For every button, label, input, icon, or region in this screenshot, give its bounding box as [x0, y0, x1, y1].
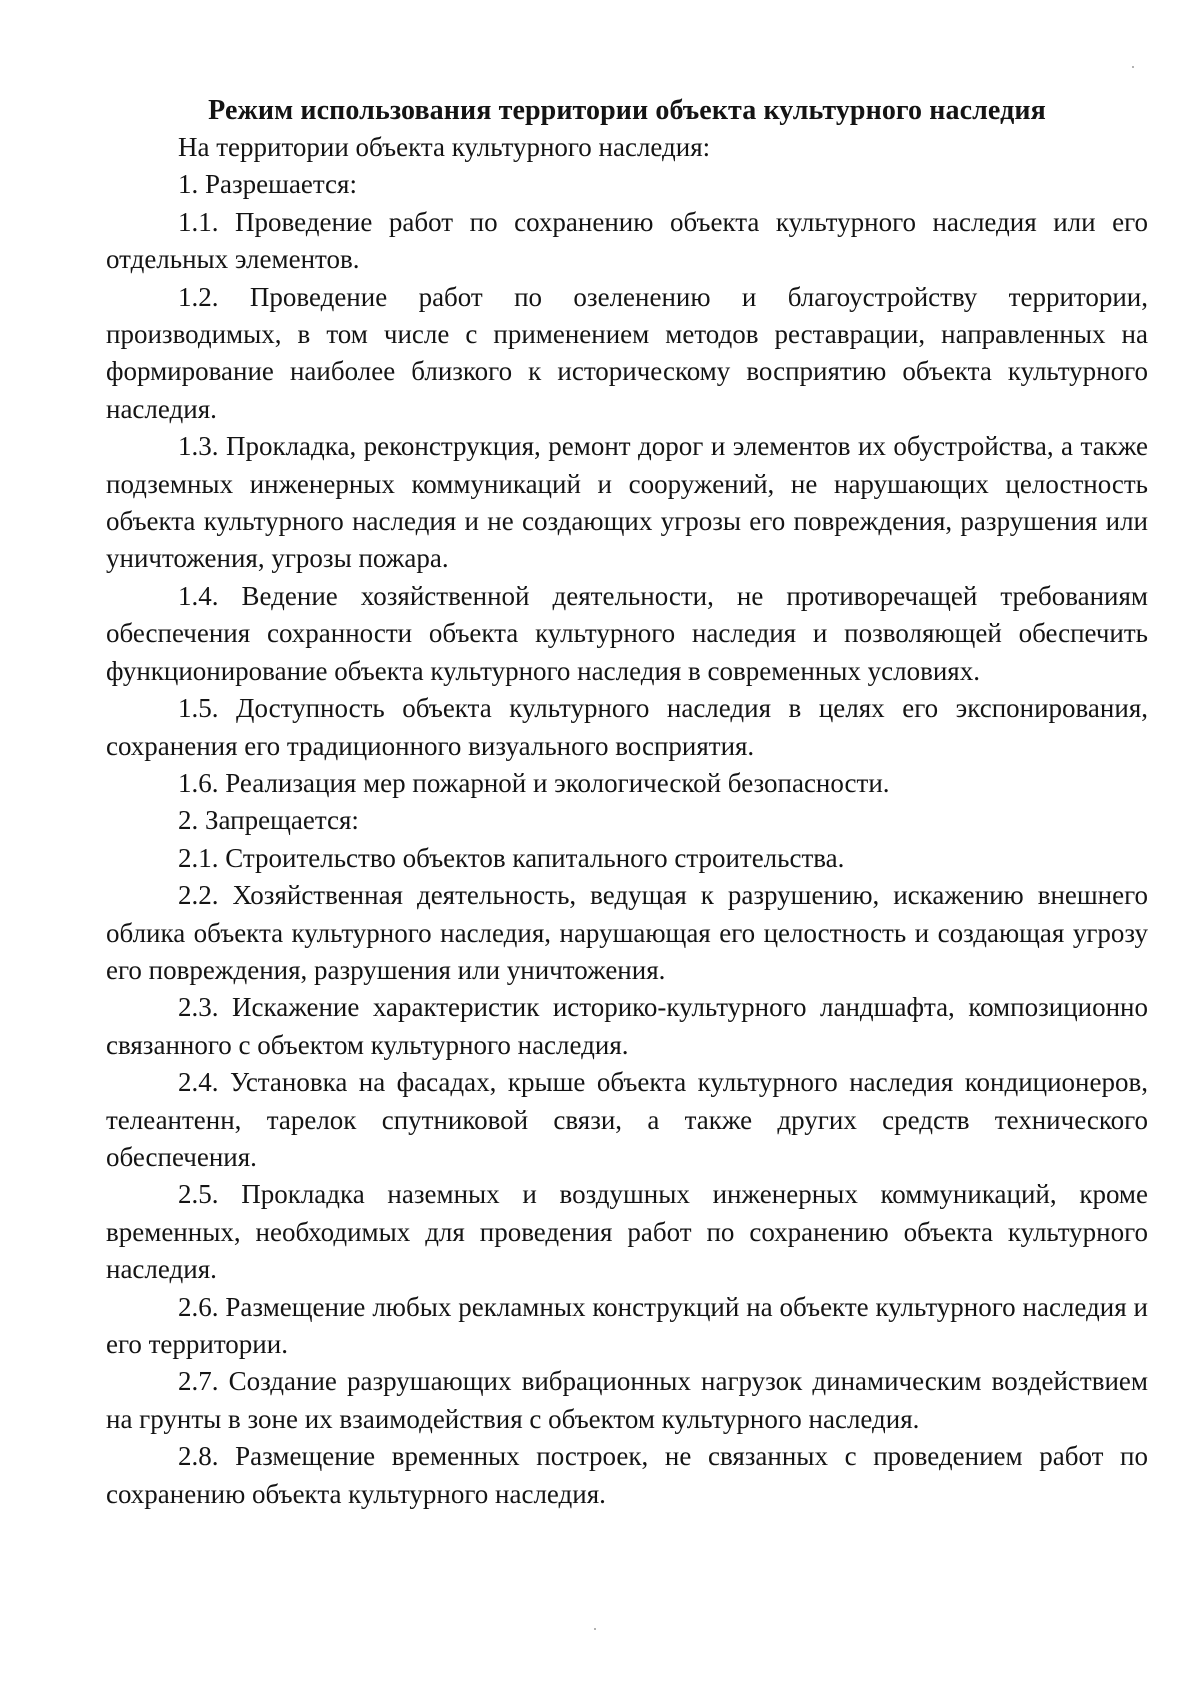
scan-speck — [1132, 66, 1134, 68]
section-prohibited — [106, 802, 1148, 1513]
clause-2-3: 2.3. Искажение характеристик историко-культурного ландшафта, композиционно связанного с объектом культурного наследия. — [106, 992, 1148, 1060]
document-body — [106, 92, 1148, 1513]
clause-1-1: 1.1. Проведение работ по сохранению объекта культурного наследия или его отдельных элементов. — [106, 206, 1148, 275]
clause-1-5: 1.5. Доступность объекта культурного наследия в целях его экспонирования, сохранения его традиционного визуального восприятия. — [106, 693, 1148, 761]
section-heading: 2. Запрещается: — [178, 805, 359, 836]
section-heading: 1. Разрешается: — [178, 169, 357, 200]
clause-2-6: 2.6. Размещение любых рекламных конструкций на объекте культурного наследия и его территории. — [106, 1291, 1148, 1359]
document-title: Режим использования территории объекта культурного наследия — [208, 95, 1046, 126]
clause-2-7: 2.7. Создание разрушающих вибрационных нагрузок динамическим воздействием на грунты в зоне их взаимодействия с объектом культурного наследия. — [106, 1366, 1148, 1434]
clause-2-5: 2.5. Прокладка наземных и воздушных инженерных коммуникаций, кроме временных, необходимых для проведения работ по сохранению объекта культурного наследия. — [106, 1179, 1148, 1285]
scan-speck — [594, 1628, 596, 1630]
clause-1-6: 1.6. Реализация мер пожарной и экологической безопасности. — [178, 767, 890, 798]
intro-paragraph: На территории объекта культурного наследия: — [178, 132, 711, 162]
section-permitted — [106, 166, 1148, 802]
clause-2-2: 2.2. Хозяйственная деятельность, ведущая к разрушению, искажению внешнего облика объекта культурного наследия, нарушающая его целостность и создающая угрозу его повреждения, разрушения или уничтожения. — [106, 880, 1148, 985]
clause-1-3: 1.3. Прокладка, реконструкция, ремонт дорог и элементов их обустройства, а также подземных инженерных коммуникаций и сооружений, не нарушающих целостность объекта культурного наследия и не создающих угрозы его повреждения, разрушения или уничтожения, угрозы пожара. — [106, 431, 1148, 574]
clause-1-2: 1.2. Проведение работ по озеленению и благоустройству территории, производимых, в том числе с применением методов реставрации, направленных на формирование наиболее близкого к историческому восприятию объекта культурного наследия. — [106, 281, 1148, 424]
clause-1-4: 1.4. Ведение хозяйственной деятельности, не противоречащей требованиям обеспечения сохранности объекта культурного наследия и позволяющей обеспечить функционирование объекта культурного наследия в современных условиях. — [106, 580, 1148, 686]
clause-2-4: 2.4. Установка на фасадах, крыше объекта культурного наследия кондиционеров, телеантенн, тарелок спутниковой связи, а также других средств технического обеспечения. — [106, 1067, 1148, 1172]
clause-2-8: 2.8. Размещение временных построек, не связанных с проведением работ по сохранению объекта культурного наследия. — [106, 1441, 1148, 1509]
clause-2-1: 2.1. Строительство объектов капитального строительства. — [178, 842, 845, 873]
